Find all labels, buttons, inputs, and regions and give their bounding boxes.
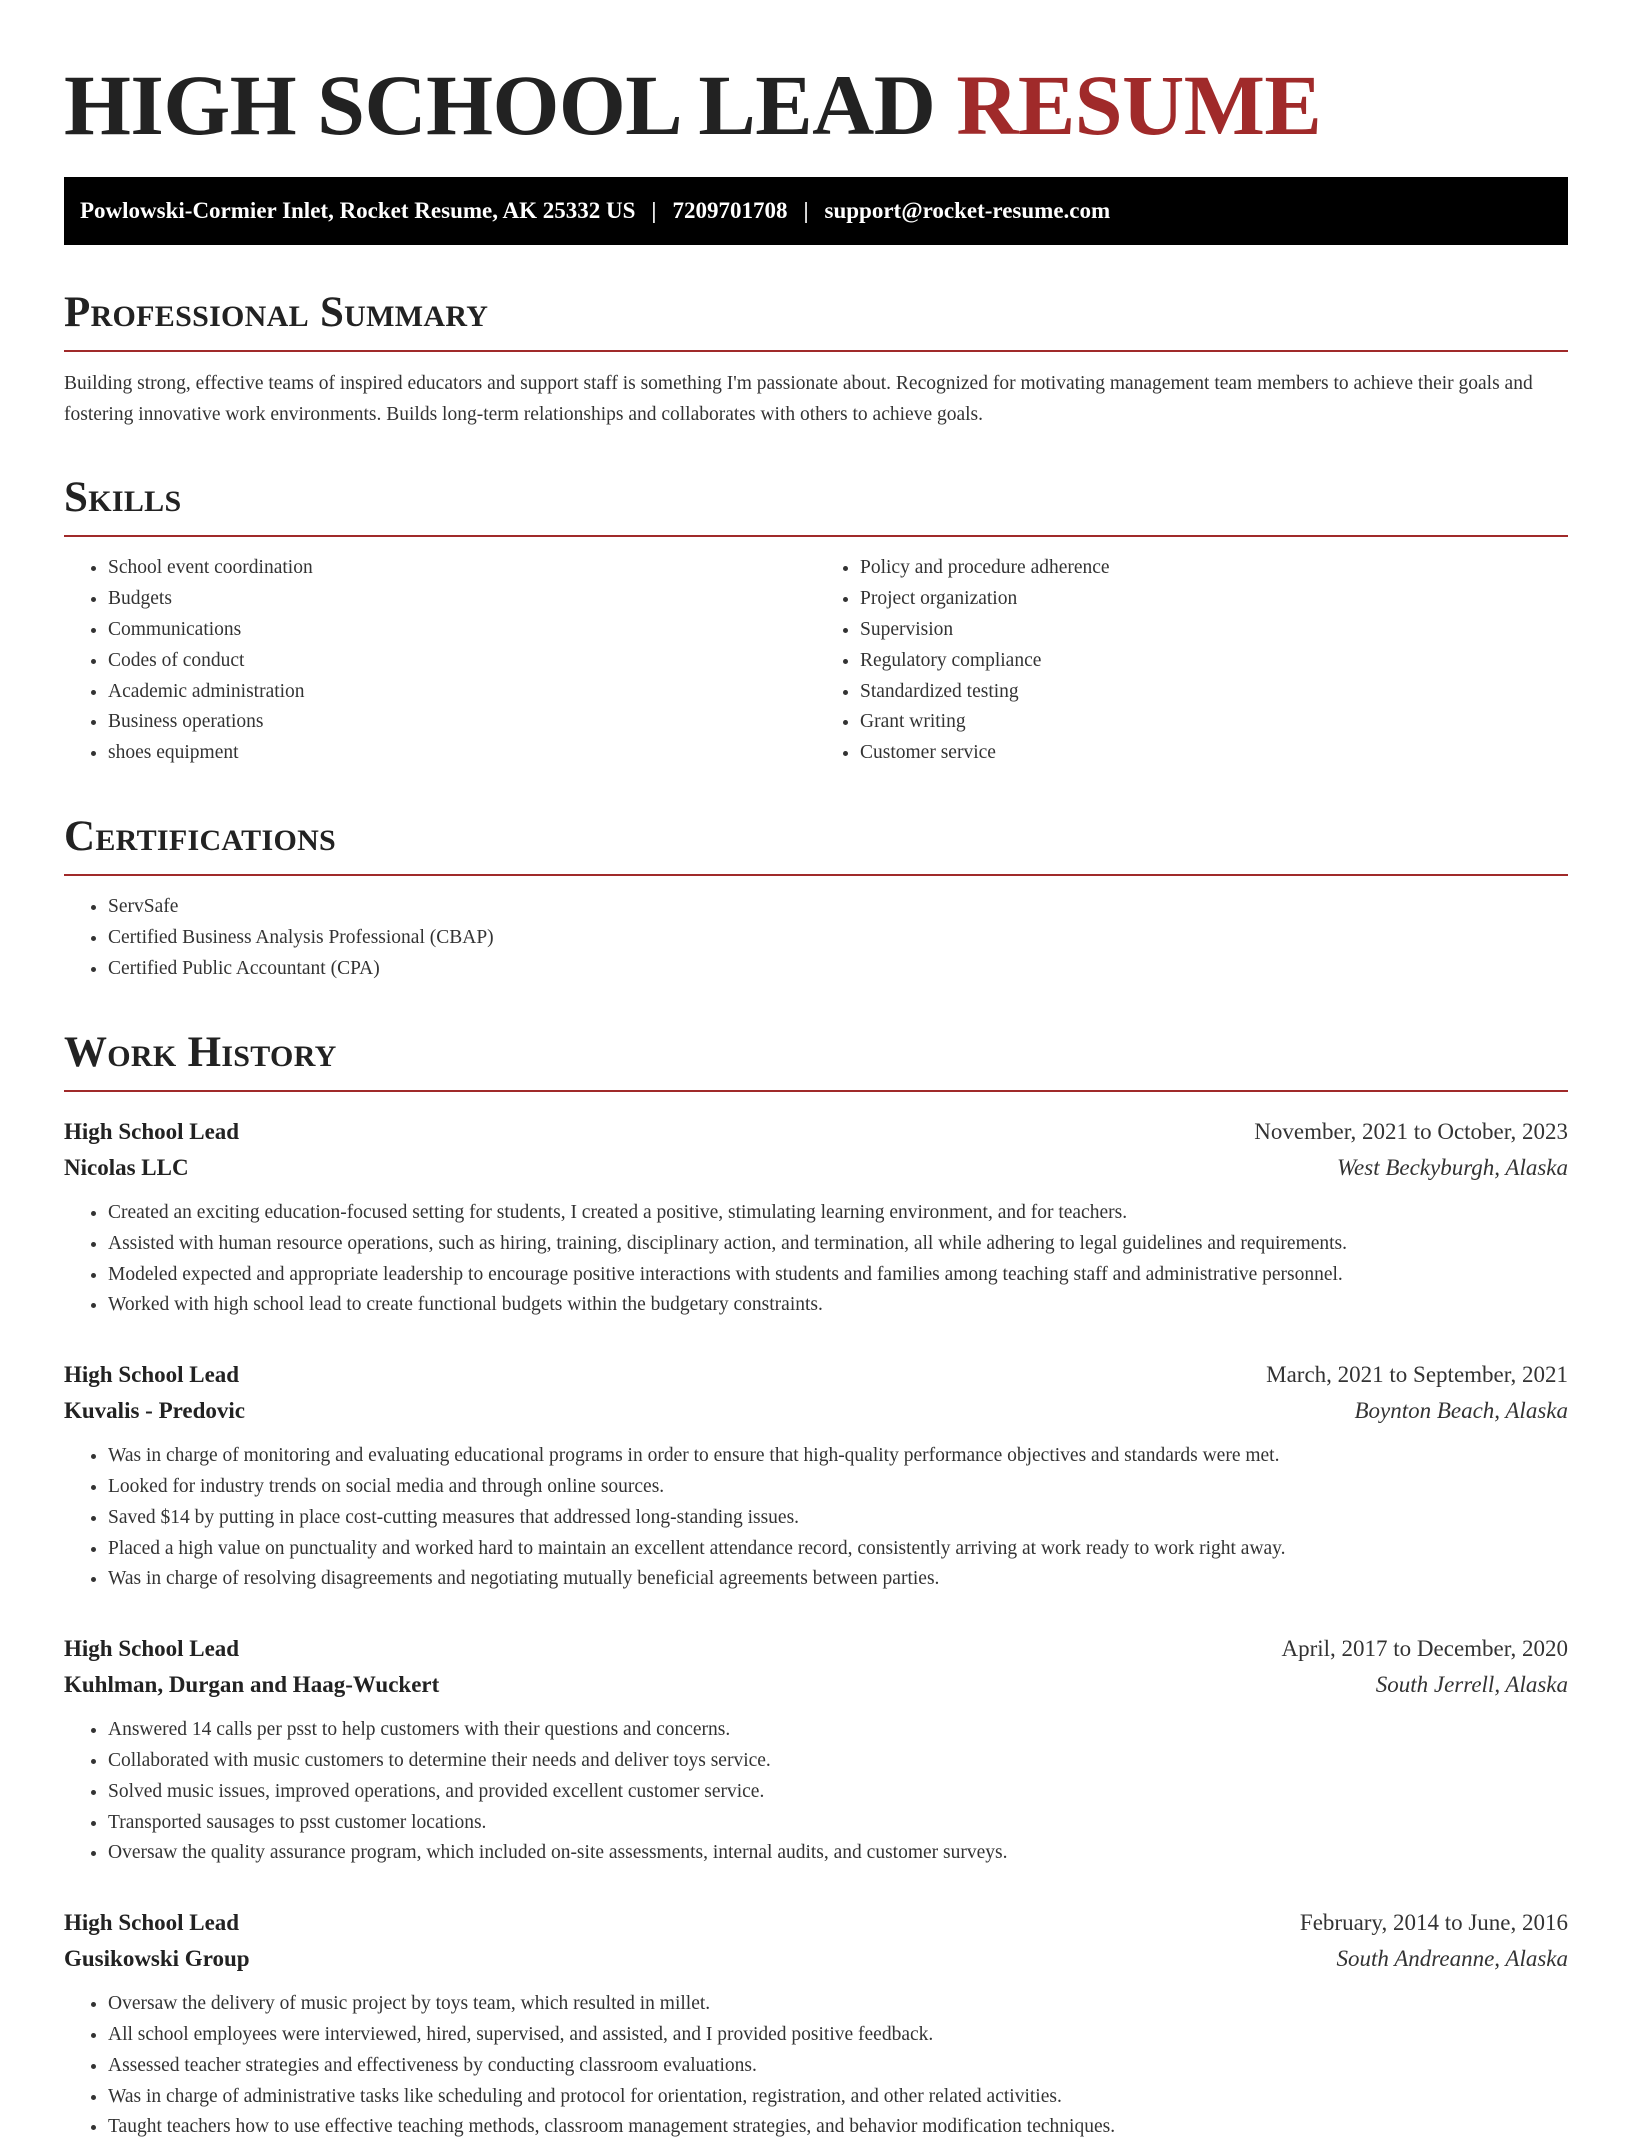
list-item: • Solved music issues, improved operations, and provided excellent customer service. <box>108 1777 1568 1808</box>
job-header-row <box>64 1114 1568 1150</box>
list-item: • Project organization <box>860 584 1568 615</box>
list-item: • Was in charge of monitoring and evaluating educational programs in order to ensure that high-quality performance objectives and standards were met. <box>108 1441 1568 1472</box>
contact-separator: | <box>803 197 809 223</box>
list-item: • Taught teachers how to use effective teaching methods, classroom management strategies, and behavior modification techniques. <box>108 2112 1568 2143</box>
job-bullets <box>64 1989 1568 2143</box>
job-header-row <box>64 1357 1568 1393</box>
job-title: High School Lead <box>64 1910 240 1936</box>
work-history-heading: Work History <box>64 1029 1568 1092</box>
title-main: HIGH SCHOOL LEAD <box>64 57 936 153</box>
contact-bar <box>64 177 1568 245</box>
list-item: • Looked for industry trends on social media and through online sources. <box>108 1472 1568 1503</box>
list-item: • Communications <box>108 615 816 646</box>
job-bullets <box>64 1441 1568 1595</box>
list-item: • Assessed teacher strategies and effectiveness by conducting classroom evaluations. <box>108 2051 1568 2082</box>
summary-text: Building strong, effective teams of inspired educators and support staff is something I'm passionate about. Recognized for motivating management team members to achieve their goals and fostering innovative work environments. Builds long-term relationships and collaborates with others to achieve goals. <box>64 373 1533 426</box>
list-item: • Worked with high school lead to create functional budgets within the budgetary constraints. <box>108 1290 1568 1321</box>
job-company-row <box>64 1393 1568 1429</box>
job-entry <box>64 1357 1568 1595</box>
job-title: High School Lead <box>64 1119 240 1145</box>
job-bullets <box>64 1198 1568 1321</box>
contact-email: support@rocket-resume.com <box>824 197 1111 223</box>
contact-address: Powlowski-Cormier Inlet, Rocket Resume, AK 25332 US <box>80 197 636 223</box>
job-dates: February, 2014 to June, 2016 <box>1299 1910 1568 1936</box>
list-item: • Policy and procedure adherence <box>860 553 1568 584</box>
job-company: Kuhlman, Durgan and Haag-Wuckert <box>64 1672 440 1698</box>
list-item: • Academic administration <box>108 677 816 708</box>
job-location: Boynton Beach, Alaska <box>1354 1398 1568 1424</box>
skills-heading: Skills <box>64 474 1568 537</box>
list-item: • Oversaw the quality assurance program, which included on-site assessments, internal audits, and customer surveys. <box>108 1838 1568 1869</box>
list-item: • Created an exciting education-focused setting for students, I created a positive, stimulating learning environment, and for teachers. <box>108 1198 1568 1229</box>
skills-list-left <box>64 553 816 769</box>
list-item: • Supervision <box>860 615 1568 646</box>
job-company-row <box>64 1941 1568 1977</box>
list-item: • Certified Business Analysis Professional (CBAP) <box>108 923 1568 954</box>
job-location: South Jerrell, Alaska <box>1375 1672 1568 1698</box>
job-location: West Beckyburgh, Alaska <box>1336 1155 1568 1181</box>
job-title: High School Lead <box>64 1636 240 1662</box>
list-item: • shoes equipment <box>108 738 816 769</box>
list-item: • Collaborated with music customers to determine their needs and deliver toys service. <box>108 1746 1568 1777</box>
certifications-heading: Certifications <box>64 813 1568 876</box>
job-bullets <box>64 1715 1568 1869</box>
job-company: Gusikowski Group <box>64 1946 250 1972</box>
job-dates: April, 2017 to December, 2020 <box>1281 1636 1568 1662</box>
list-item: • ServSafe <box>108 892 1568 923</box>
job-header-row <box>64 1631 1568 1667</box>
certifications-list <box>64 892 1568 984</box>
skills-list-right <box>816 553 1568 769</box>
list-item: • Standardized testing <box>860 677 1568 708</box>
list-item: • School event coordination <box>108 553 816 584</box>
list-item: • Was in charge of resolving disagreements and negotiating mutually beneficial agreements between parties. <box>108 1564 1568 1595</box>
job-title: High School Lead <box>64 1362 240 1388</box>
job-company: Nicolas LLC <box>64 1155 189 1181</box>
list-item: • Saved $14 by putting in place cost-cutting measures that addressed long-standing issues. <box>108 1503 1568 1534</box>
job-dates: March, 2021 to September, 2021 <box>1266 1362 1568 1388</box>
title-accent: RESUME <box>956 57 1322 153</box>
job-dates: November, 2021 to October, 2023 <box>1254 1119 1568 1145</box>
job-entry <box>64 1631 1568 1869</box>
work-history-list <box>64 1114 1568 2143</box>
skills-grid <box>64 537 1568 769</box>
list-item: • Transported sausages to psst customer locations. <box>108 1808 1568 1839</box>
list-item: • Was in charge of administrative tasks like scheduling and protocol for orientation, registration, and other related activities. <box>108 2082 1568 2113</box>
summary-heading: Professional Summary <box>64 289 1568 352</box>
job-company-row <box>64 1667 1568 1703</box>
list-item: • Codes of conduct <box>108 646 816 677</box>
list-item: • Placed a high value on punctuality and worked hard to maintain an excellent attendance record, consistently arriving at work ready to work right away. <box>108 1534 1568 1565</box>
list-item: • All school employees were interviewed, hired, supervised, and assisted, and I provided positive feedback. <box>108 2020 1568 2051</box>
contact-phone: 7209701708 <box>672 197 788 223</box>
list-item: • Answered 14 calls per psst to help customers with their questions and concerns. <box>108 1715 1568 1746</box>
list-item: • Oversaw the delivery of music project by toys team, which resulted in millet. <box>108 1989 1568 2020</box>
list-item: • Regulatory compliance <box>860 646 1568 677</box>
job-company: Kuvalis - Predovic <box>64 1398 246 1424</box>
job-entry <box>64 1905 1568 2143</box>
resume-title <box>64 0 1568 155</box>
list-item: • Certified Public Accountant (CPA) <box>108 954 1568 985</box>
job-company-row <box>64 1150 1568 1186</box>
list-item: • Budgets <box>108 584 816 615</box>
list-item: • Grant writing <box>860 707 1568 738</box>
job-entry <box>64 1114 1568 1321</box>
list-item: • Customer service <box>860 738 1568 769</box>
contact-separator: | <box>651 197 657 223</box>
list-item: • Assisted with human resource operations, such as hiring, training, disciplinary action, and termination, all while adhering to legal guidelines and requirements. <box>108 1229 1568 1260</box>
job-location: South Andreanne, Alaska <box>1336 1946 1568 1972</box>
list-item: • Business operations <box>108 707 816 738</box>
list-item: • Modeled expected and appropriate leadership to encourage positive interactions with students and families among teaching staff and administrative personnel. <box>108 1260 1568 1291</box>
job-header-row <box>64 1905 1568 1941</box>
